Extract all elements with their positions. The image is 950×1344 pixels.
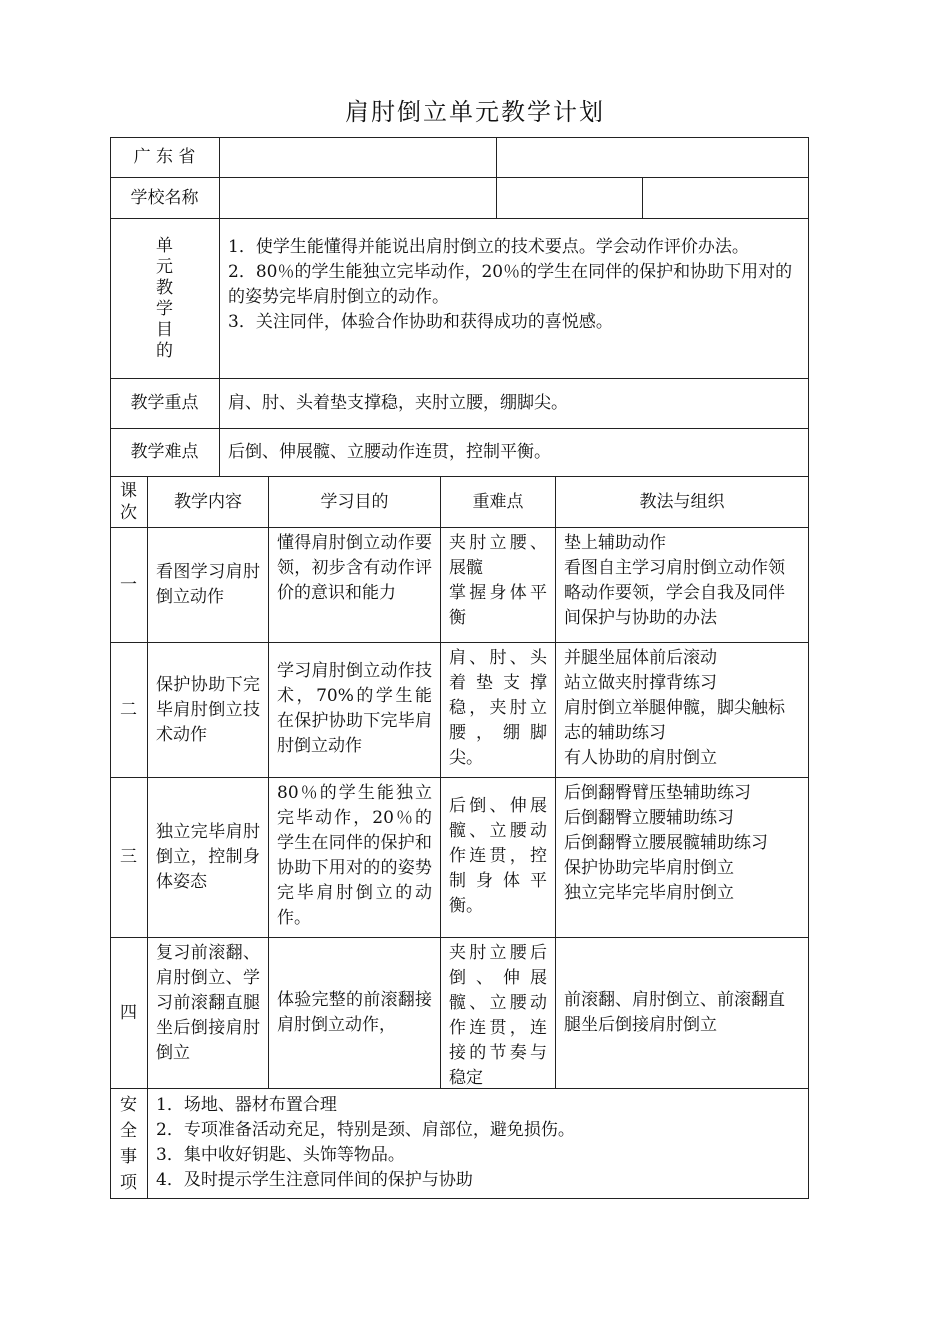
method-item: 独立完毕完毕肩肘倒立 (564, 883, 734, 903)
objective-item: 2．80％的学生能独立完毕动作，20％的学生在同伴的保护和协助下用对的的姿势完毕肩肘倒立的动作。 (228, 262, 793, 307)
lesson-focus: 肩、肘、头着垫支撑稳，夹肘立腰，绷脚尖。 (441, 643, 556, 778)
objectives-label-char: 教 (156, 277, 173, 298)
lesson-focus: 夹肘立腰、展髋 掌握身体平衡 (441, 528, 556, 643)
objectives-label-char: 单 (156, 235, 173, 256)
objective-item: 3．关注同伴，体验合作协助和获得成功的喜悦感。 (228, 312, 613, 332)
method-item: 保护协助完毕肩肘倒立 (564, 858, 734, 878)
lesson-focus: 夹肘立腰后倒、伸展髋、立腰动作连贯，连接的节奏与稳定 (441, 938, 556, 1089)
method-item: 肩肘倒立举腿伸髋，脚尖触标志的辅助练习 (564, 698, 785, 743)
col-header-lesson: 课次 (110, 477, 148, 528)
safety-label-char: 事 (120, 1146, 137, 1167)
key-point-label: 教学重点 (110, 379, 220, 429)
safety-item: 1．场地、器材布置合理 (156, 1095, 337, 1115)
school-extra-cell-1 (497, 178, 643, 219)
lesson-purpose: 懂得肩肘倒立动作要领，初步含有动作评价的意识和能力 (269, 528, 441, 643)
lesson-methods (556, 938, 809, 1089)
school-extra-cell-2 (643, 178, 809, 219)
difficulty-value: 后倒、伸展髋、立腰动作连贯，控制平衡。 (220, 429, 809, 477)
page-title: 肩肘倒立单元教学计划 (345, 98, 605, 126)
method-item: 后倒翻臀立腰辅助练习 (564, 808, 734, 828)
lesson-number: 三 (110, 778, 148, 938)
method-item: 并腿坐屈体前后滚动 (564, 648, 717, 668)
province-extra-cell (497, 137, 809, 178)
lesson-purpose: 80％的学生能独立完毕动作，20％的学生在同伴的保护和协助下用对的的姿势完毕肩肘倒立的动作。 (269, 778, 441, 938)
lesson-purpose: 体验完整的前滚翻接肩肘倒立动作， (269, 938, 441, 1089)
objectives-label-char: 的 (156, 340, 173, 361)
school-name-cell (220, 178, 497, 219)
method-item: 有人协助的肩肘倒立 (564, 748, 717, 768)
col-header-content: 教学内容 (148, 477, 269, 528)
school-name-label: 学校名称 (110, 178, 220, 219)
lesson-methods (556, 778, 809, 938)
objectives-content (220, 219, 809, 379)
difficulty-label: 教学难点 (110, 429, 220, 477)
method-item: 垫上辅助动作 (564, 533, 666, 553)
lesson-content: 复习前滚翻、肩肘倒立、学习前滚翻直腿坐后倒接肩肘倒立 (148, 938, 269, 1089)
method-item: 看图自主学习肩肘倒立动作领略动作要领，学会自我及同伴间保护与协助的办法 (564, 558, 785, 628)
lesson-purpose: 学习肩肘倒立动作技术，70%的学生能在保护协助下完毕肩肘倒立动作 (269, 643, 441, 778)
method-item: 站立做夹肘撑背练习 (564, 673, 717, 693)
safety-label-char: 全 (120, 1120, 137, 1141)
lesson-number: 二 (110, 643, 148, 778)
col-header-purpose: 学习目的 (269, 477, 441, 528)
safety-label (110, 1089, 148, 1199)
objectives-label-char: 元 (156, 256, 173, 277)
safety-label-char: 安 (120, 1094, 137, 1115)
col-header-methods: 教法与组织 (556, 477, 809, 528)
method-item: 前滚翻、肩肘倒立、前滚翻直腿坐后倒接肩肘倒立 (564, 990, 785, 1035)
lesson-focus: 后倒、伸展髋、立腰动作连贯，控制身体平衡。 (441, 778, 556, 938)
lesson-content: 保护协助下完毕肩肘倒立技术动作 (148, 643, 269, 778)
method-item: 后倒翻臀立腰展髋辅助练习 (564, 833, 768, 853)
lesson-content: 独立完毕肩肘倒立，控制身体姿态 (148, 778, 269, 938)
province-label: 广 东 省 (110, 137, 220, 178)
safety-item: 2．专项准备活动充足，特别是颈、肩部位，避免损伤。 (156, 1120, 575, 1140)
lesson-methods (556, 528, 809, 643)
objectives-label (110, 219, 220, 379)
objective-item: 1．使学生能懂得并能说出肩肘倒立的技术要点。学会动作评价办法。 (228, 237, 749, 257)
lesson-number: 一 (110, 528, 148, 643)
method-item: 后倒翻臀臂压垫辅助练习 (564, 783, 751, 803)
objectives-label-char: 学 (156, 298, 173, 319)
lesson-methods (556, 643, 809, 778)
col-header-focus: 重难点 (441, 477, 556, 528)
key-point-value: 肩、肘、头着垫支撑稳，夹肘立腰，绷脚尖。 (220, 379, 809, 429)
safety-content (148, 1089, 809, 1199)
safety-item: 4．及时提示学生注意同伴间的保护与协助 (156, 1170, 473, 1190)
lesson-content: 看图学习肩肘倒立动作 (148, 528, 269, 643)
lesson-number: 四 (110, 938, 148, 1089)
province-value-cell (220, 137, 497, 178)
safety-item: 3．集中收好钥匙、头饰等物品。 (156, 1145, 405, 1165)
objectives-label-char: 目 (156, 319, 173, 340)
safety-label-char: 项 (120, 1172, 137, 1193)
